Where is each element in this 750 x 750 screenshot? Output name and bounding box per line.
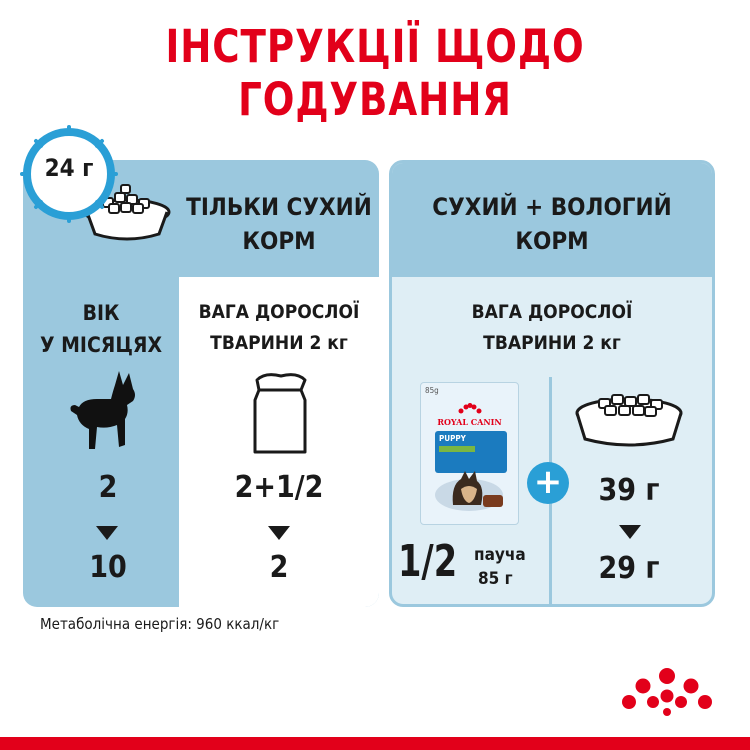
pouch-unit: пауча: [474, 545, 526, 565]
age-label: [23, 297, 179, 361]
royal-canin-crown-icon: [458, 403, 482, 415]
mixed-header-line-1: СУХИЙ + ВОЛОГИЙ: [432, 193, 672, 221]
mixed-dry-end-value: 29 г: [598, 551, 660, 586]
dry-only-header-line-2: КОРМ: [242, 227, 316, 255]
clock-badge-text: 24 г: [44, 154, 94, 182]
plus-icon: +: [527, 462, 569, 504]
dry-end-value: 2: [269, 550, 289, 585]
bottom-brand-bar: [0, 737, 750, 750]
pouch-amount: 1/2: [398, 536, 458, 587]
dry-arrow-icon: [268, 526, 290, 540]
adult-weight-right-line-2: ТВАРИНИ 2 кг: [483, 332, 621, 354]
mixed-header-line-2: КОРМ: [515, 227, 589, 255]
age-label-line-1: ВІК: [82, 301, 120, 325]
pouch-dog-photo: [431, 465, 507, 511]
age-arrow-icon: [96, 526, 118, 540]
dry-food-bag-icon: [249, 370, 313, 456]
age-start-value: 2: [98, 470, 118, 505]
dry-only-header: [179, 190, 379, 258]
adult-weight-right-line-1: ВАГА ДОРОСЛОЇ: [471, 301, 633, 323]
adult-weight-left-line-1: ВАГА ДОРОСЛОЇ: [198, 301, 360, 323]
dry-only-header-line-1: ТІЛЬКИ СУХИЙ: [186, 193, 372, 221]
pouch-weight-tag: 85g: [425, 386, 439, 395]
wet-food-pouch-image: [420, 382, 519, 525]
pouch-weight: 85 г: [478, 569, 513, 589]
adult-weight-label-right: [392, 297, 712, 359]
pouch-green-stripe: [439, 446, 475, 452]
dry-only-panel: [23, 160, 379, 607]
adult-weight-label-left: [179, 297, 379, 359]
puppy-silhouette-icon: [63, 365, 153, 455]
age-end-value: 10: [89, 550, 127, 585]
metabolic-energy-note: Метаболічна енергія: 960 ккал/кг: [40, 615, 280, 633]
mixed-dry-start-value: 39 г: [598, 473, 660, 508]
royal-canin-logo-icon: [615, 662, 719, 720]
dry-food-bowl-icon-right: [573, 391, 685, 451]
page-title: ІНСТРУКЦІЇ ЩОДО ГОДУВАННЯ: [165, 20, 585, 126]
dry-plus-wet-header: [392, 190, 712, 258]
pouch-product: PUPPY: [439, 434, 466, 443]
age-label-line-2: У МІСЯЦЯХ: [39, 333, 163, 357]
dry-start-value: 2+1/2: [234, 470, 324, 505]
pouch-brand: ROYAL CANIN: [437, 417, 502, 427]
mixed-dry-arrow-icon: [619, 525, 641, 539]
adult-weight-left-line-2: ТВАРИНИ 2 кг: [210, 332, 348, 354]
